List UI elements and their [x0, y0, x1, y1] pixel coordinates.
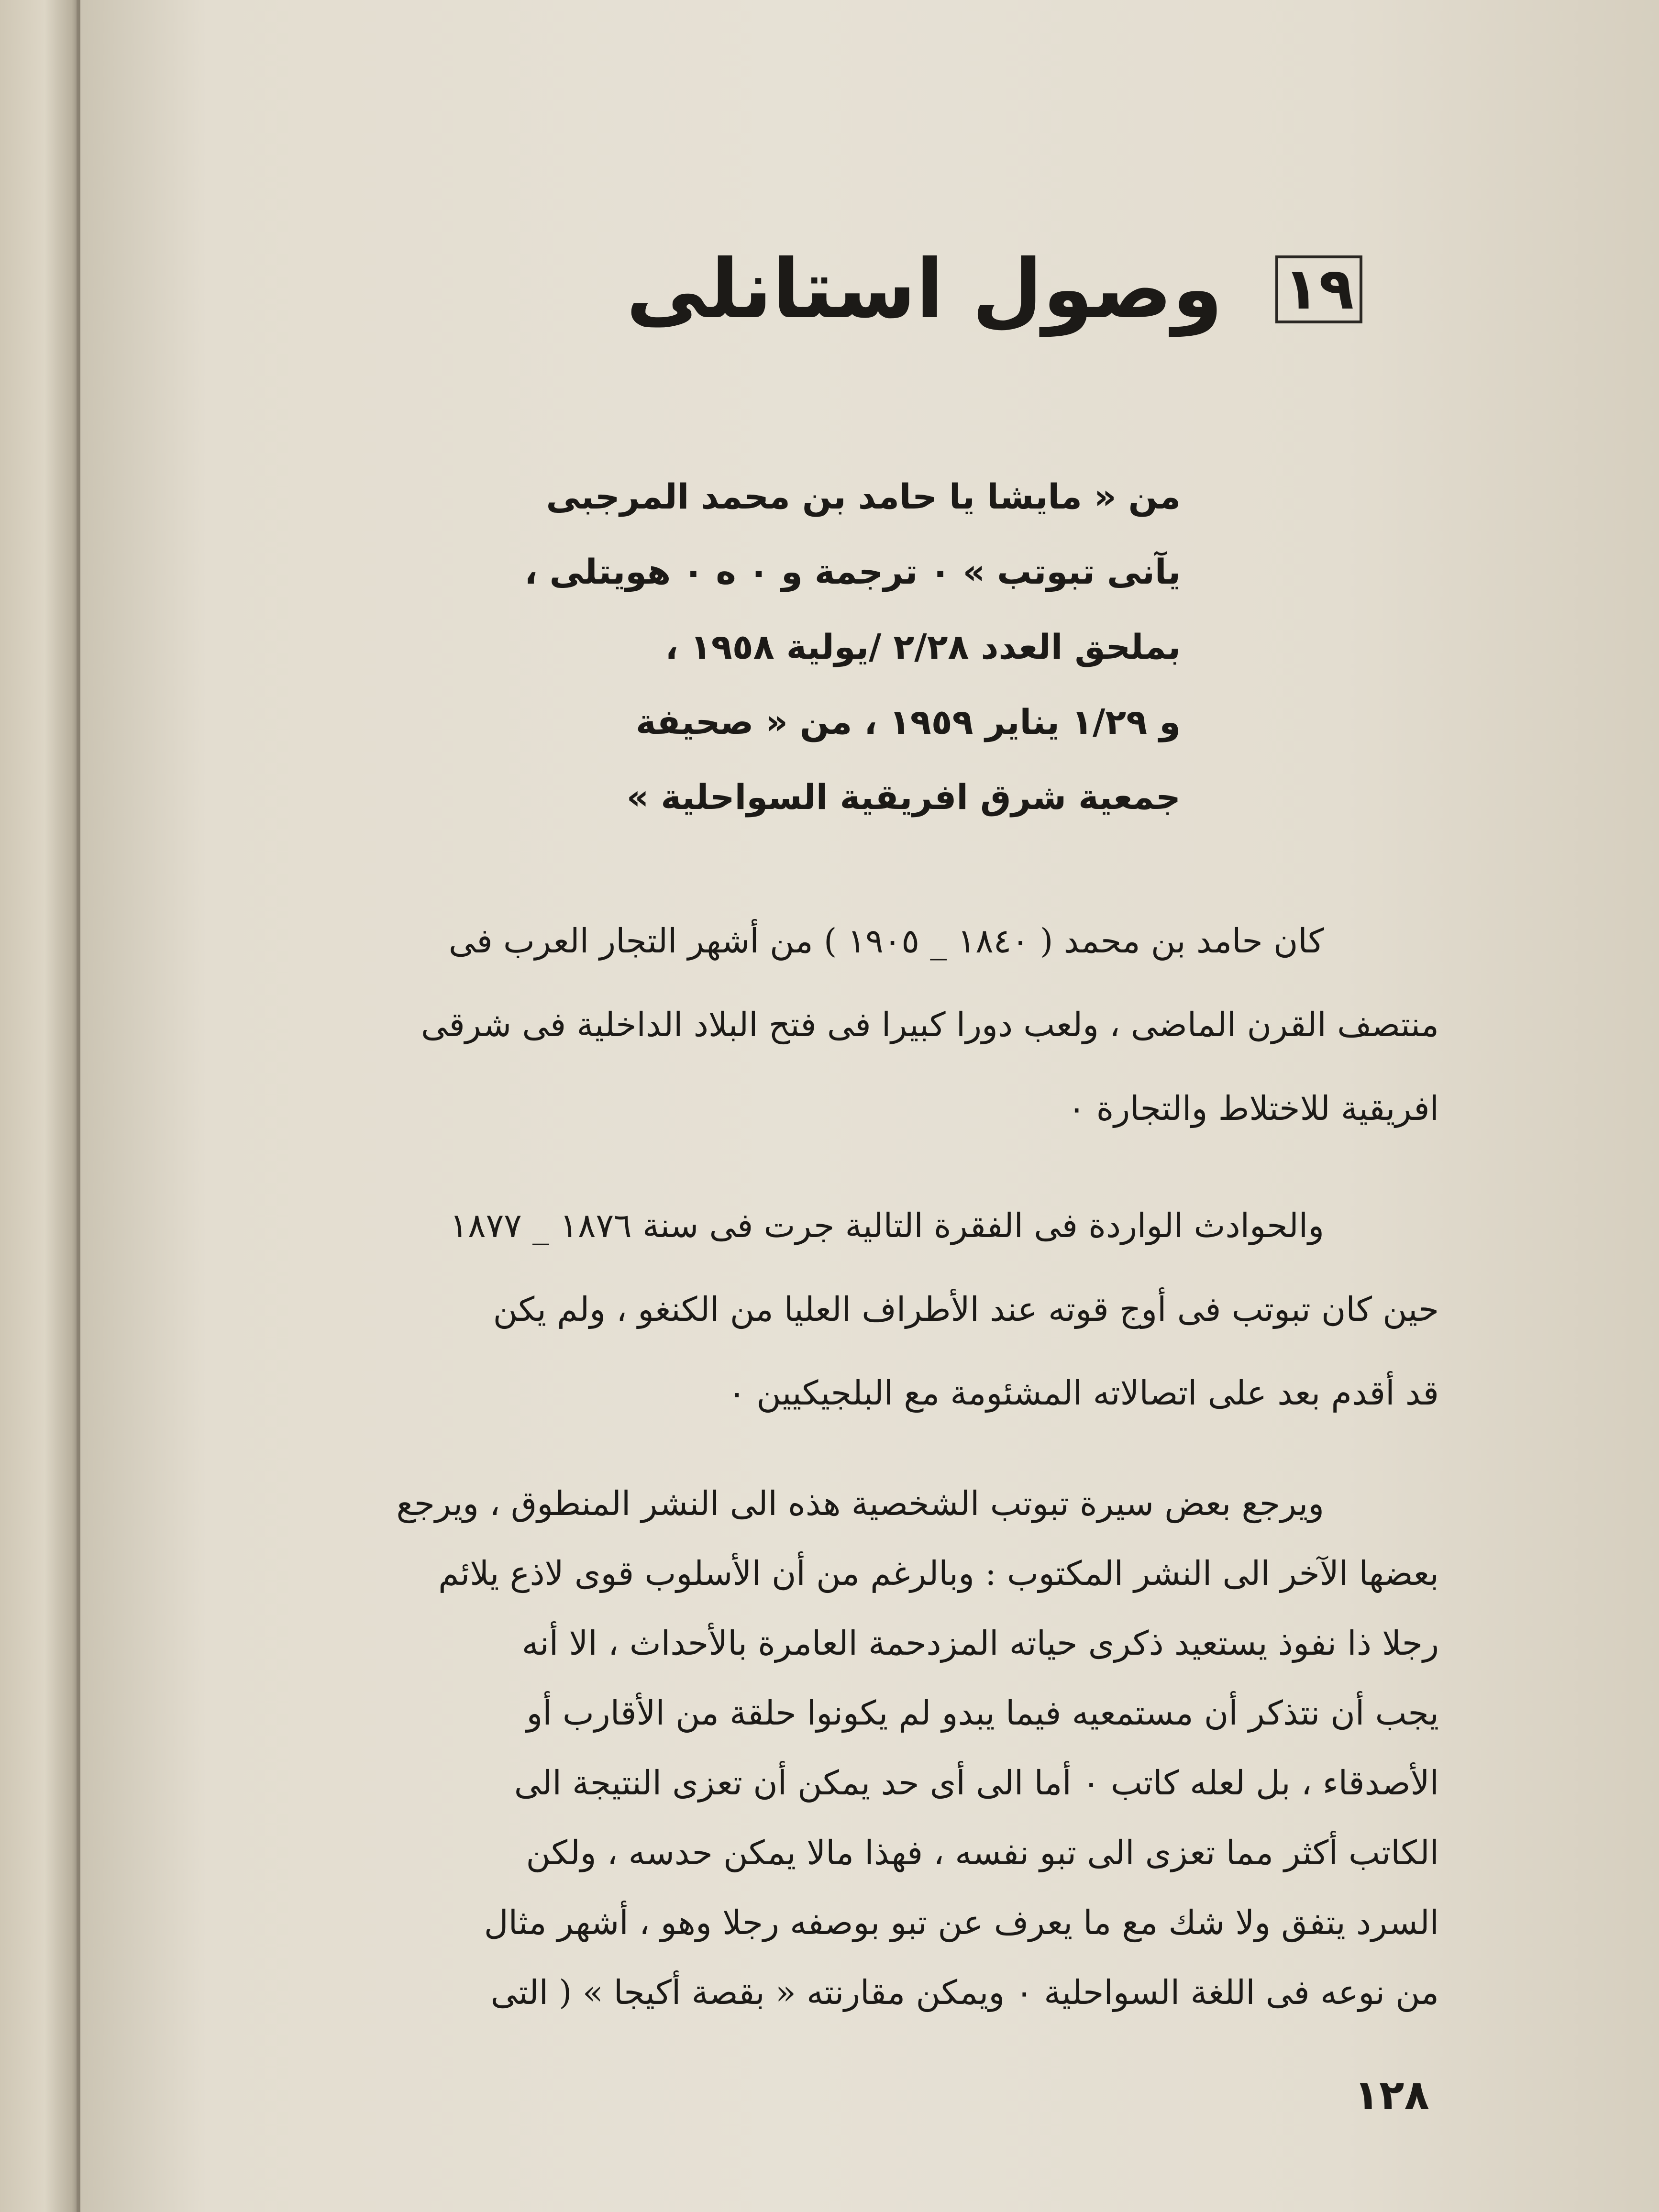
- book-gutter: [77, 0, 80, 2212]
- source-line: من « مايشا يا حامد بن محمد المرجبى: [546, 476, 1181, 517]
- text-line: يجب أن نتذكر أن مستمعيه فيما يبدو لم يكونوا حلقة من الأقارب أو: [526, 1693, 1439, 1733]
- source-line: بملحق العدد ٢/٢٨ /يولية ١٩٥٨ ،: [665, 627, 1181, 667]
- source-line: يآنى تبوتب » ٠ ترجمة و ٠ ه ٠ هويتلى ،: [524, 552, 1181, 592]
- source-line: جمعية شرق افريقية السواحلية »: [626, 777, 1181, 817]
- text-line: السرد يتفق ولا شك مع ما يعرف عن تبو بوصفه رجلا وهو ، أشهر مثال: [484, 1903, 1439, 1942]
- book-page: [80, 0, 1659, 2212]
- page-number: ١٢٨: [1354, 2071, 1429, 2119]
- text-line: رجلا ذا نفوذ يستعيد ذكرى حياته المزدحمة العامرة بالأحداث ، الا أنه: [521, 1624, 1439, 1663]
- text-line: كان حامد بن محمد ( ١٨٤٠ _ ١٩٠٥ ) من أشهر التجار العرب فى: [448, 921, 1324, 961]
- chapter-number-box: ١٩: [1275, 255, 1362, 323]
- text-line: قد أقدم بعد على اتصالاته المشئومة مع البلجيكيين ٠: [728, 1373, 1439, 1413]
- text-line: بعضها الآخر الى النشر المكتوب : وبالرغم من أن الأسلوب قوى لاذع يلائم: [438, 1554, 1439, 1593]
- text-line: حين كان تبوتب فى أوج قوته عند الأطراف العليا من الكنغو ، ولم يكن: [493, 1290, 1439, 1329]
- previous-page-edge: [0, 0, 81, 2212]
- paragraph-intro: [176, 899, 1439, 1150]
- paragraph-events: [176, 1184, 1439, 1435]
- text-line: ويرجع بعض سيرة تبوتب الشخصية هذه الى النشر المنطوق ، ويرجع: [396, 1484, 1324, 1523]
- text-line: منتصف القرن الماضى ، ولعب دورا كبيرا فى فتح البلاد الداخلية فى شرقى: [421, 1005, 1439, 1044]
- text-line: الأصدقاء ، بل لعله كاتب ٠ أما الى أى حد يمكن أن تعزى النتيجة الى: [514, 1763, 1439, 1803]
- text-line: الكاتب أكثر مما تعزى الى تبو نفسه ، فهذا مالا يمكن حدسه ، ولكن: [526, 1833, 1439, 1872]
- text-line: والحوادث الواردة فى الفقرة التالية جرت فى سنة ١٨٧٦ _ ١٨٧٧: [450, 1206, 1324, 1245]
- paragraph-biography: [176, 1469, 1439, 2027]
- text-line: من نوعه فى اللغة السواحلية ٠ ويمكن مقارنته « بقصة أكيجا » ( التى: [490, 1973, 1439, 2012]
- text-line: افريقية للاختلاط والتجارة ٠: [1067, 1089, 1439, 1128]
- source-line: و ١/٢٩ يناير ١٩٥٩ ، من « صحيفة: [635, 702, 1181, 742]
- body-text: [176, 899, 1439, 2027]
- source-citation: [415, 459, 1181, 835]
- chapter-heading: [626, 242, 1362, 337]
- chapter-title: وصول استانلى: [626, 242, 1223, 337]
